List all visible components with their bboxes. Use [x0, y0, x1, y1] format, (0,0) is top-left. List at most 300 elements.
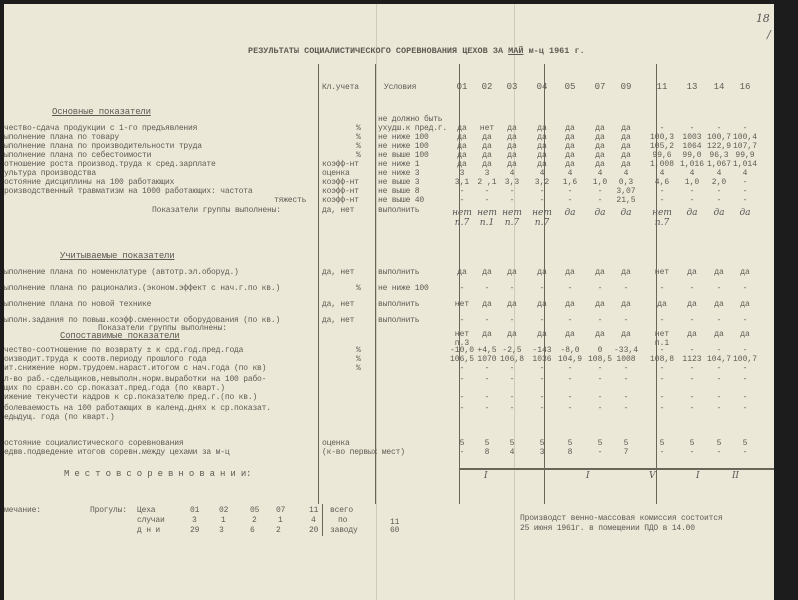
row-value: -	[716, 364, 722, 373]
row-value: да	[621, 133, 631, 142]
row-label: ит.снижение норм.трудоем.нараст.итогом с нач.года (по кв)	[4, 364, 267, 373]
row-value: да	[537, 124, 547, 133]
row-value: -	[742, 404, 748, 413]
shop-header: 13	[686, 82, 698, 92]
row-value: -	[659, 404, 665, 413]
row-value: -	[689, 364, 695, 373]
row-value: -	[567, 196, 573, 205]
row-unit: %	[356, 133, 361, 142]
row-value: 4	[567, 169, 573, 178]
row-value: 96,3	[709, 151, 729, 160]
row-value: да	[482, 300, 492, 309]
row-value: 1,067	[706, 160, 731, 169]
row-value: да	[565, 124, 575, 133]
row-value: -	[567, 316, 573, 325]
row-value: 2 ,1	[477, 178, 497, 187]
row-value: 1003	[682, 133, 702, 142]
row-label: ультура производства	[4, 169, 97, 178]
row-value: -	[659, 284, 665, 293]
row-unit: оценка	[322, 439, 350, 448]
footer-line-2: 25 июня 1961г. в помещении ПДО в 14.00	[520, 524, 695, 533]
row-label: ыполнение плана по товару	[4, 133, 120, 142]
summary-value: нет п.7	[502, 208, 522, 228]
row-value: -	[742, 346, 748, 355]
row-value: -	[567, 404, 573, 413]
summary-value: нет п.7	[652, 208, 672, 228]
row-value: -	[716, 316, 722, 325]
row-value: -	[623, 284, 629, 293]
summary-value: да	[686, 208, 698, 218]
row-unit: %	[356, 355, 361, 364]
counted-summary-value: нет п.1	[654, 330, 670, 348]
row-value: -	[509, 393, 515, 402]
row-value: 4,6	[654, 178, 670, 187]
row-value: 1036	[532, 355, 552, 364]
counted-summary-value: да	[687, 330, 697, 339]
row-value: -	[716, 375, 722, 384]
row-value: -	[459, 404, 465, 413]
row-condition: не ниже 100	[378, 142, 429, 151]
total-days: 60	[390, 526, 400, 535]
note-cases: 2	[252, 516, 257, 525]
row-value: -	[567, 187, 573, 196]
row-value: -	[539, 196, 545, 205]
row-value: -	[597, 375, 603, 384]
row-value: да	[457, 268, 467, 277]
row-label: оизводит.труда к соотв.периоду прошлого года	[4, 355, 207, 364]
row-value: да	[565, 151, 575, 160]
row-label: ижение текучести кадров к ср.показателю пред.г.(по кв.)	[4, 393, 258, 402]
row-unit: коэфф-нт	[322, 187, 359, 196]
row-value: -	[459, 196, 465, 205]
summary-value: нет п.1	[477, 208, 497, 228]
row-value: -	[509, 284, 515, 293]
row-value: -	[539, 284, 545, 293]
row-value: 4	[689, 169, 695, 178]
row-unit: да, нет	[322, 300, 355, 309]
row-value: да	[714, 300, 724, 309]
row-value: 106,8	[499, 355, 524, 364]
row-condition: не выше 3	[378, 178, 420, 187]
row-value: -8,0	[560, 346, 580, 355]
row-label: ыполнение плана по новой технике	[4, 300, 152, 309]
note-days: 20	[309, 526, 319, 535]
counted-summary-value: нет п.3	[454, 330, 470, 348]
row-value: 3	[484, 169, 490, 178]
row-value: 8	[567, 448, 573, 457]
shop-header: 07	[594, 82, 606, 92]
row-value: -	[716, 404, 722, 413]
row-label: едвв.подведение итогов соревн.между цехами за м-ц	[4, 448, 230, 457]
section-counted-summary: Показатели группы выполнены:	[98, 324, 227, 333]
row-value: 4	[597, 169, 603, 178]
row-label: чество-сдача продукции с 1-го предъявления	[4, 124, 198, 133]
row-value: да	[621, 300, 631, 309]
row-value: да	[537, 142, 547, 151]
row-value: -10,0	[449, 346, 474, 355]
row-value: 3,1	[454, 178, 470, 187]
row-value: 0	[597, 346, 603, 355]
row-value: 5	[659, 439, 665, 448]
shop-header: 02	[481, 82, 493, 92]
row-value: да	[507, 160, 517, 169]
row-value: -	[623, 364, 629, 373]
row-unit: да, нет	[322, 316, 355, 325]
row-value: 108,5	[587, 355, 612, 364]
row-value: -	[659, 448, 665, 457]
row-value: -	[567, 375, 573, 384]
shop-header: 09	[620, 82, 632, 92]
counted-summary-value: да	[740, 330, 750, 339]
row-value: да	[507, 151, 517, 160]
row-condition: не должно быть ухудш.к пред.г.	[378, 115, 448, 133]
row-value: 105,2	[649, 142, 674, 151]
place-mark: II	[732, 471, 739, 481]
row-value: -	[597, 187, 603, 196]
row-unit: %	[356, 151, 361, 160]
row-value: да	[595, 151, 605, 160]
row-value: -	[742, 284, 748, 293]
row-value: -	[659, 393, 665, 402]
row-value: нет	[479, 124, 495, 133]
note-days: 6	[250, 526, 255, 535]
footer-line-1: Производст веннo-массовая комиссия состоится	[520, 514, 723, 523]
row-value: -	[742, 375, 748, 384]
row-value: -	[659, 196, 665, 205]
row-value: 0,3	[618, 178, 634, 187]
row-value: -	[484, 316, 490, 325]
row-value: -	[459, 375, 465, 384]
row-value: да	[595, 300, 605, 309]
summary-value: да	[739, 208, 751, 218]
row-value: -	[484, 284, 490, 293]
note-row-cases: случаи	[137, 516, 165, 525]
row-value: -	[484, 393, 490, 402]
note-cases: 1	[221, 516, 226, 525]
title-suffix: м-ц 1961 г.	[523, 46, 585, 56]
row-value: да	[687, 300, 697, 309]
row-value: -	[459, 284, 465, 293]
row-value: 1123	[682, 355, 702, 364]
row-value: -	[459, 393, 465, 402]
row-value: -	[742, 364, 748, 373]
row-unit: коэфф-нт	[322, 178, 359, 187]
row-value: -	[659, 124, 665, 133]
row-label: ыполнение плана по себестоимости	[4, 151, 152, 160]
summary-value: нет п.7	[532, 208, 552, 228]
row-unit: да, нет	[322, 268, 355, 277]
row-value: -	[659, 375, 665, 384]
row-value: да	[657, 300, 667, 309]
row-unit: коэфф-нт	[322, 160, 359, 169]
row-value: да	[482, 133, 492, 142]
counted-summary-value: да	[621, 330, 631, 339]
place-mark: V	[649, 471, 656, 481]
row-value: -	[689, 187, 695, 196]
row-value: -	[689, 196, 695, 205]
row-value: -	[539, 364, 545, 373]
section-compared: Сопоставимые показатели	[60, 331, 180, 341]
row-value: 99,6	[652, 151, 672, 160]
row-value: 5	[742, 439, 748, 448]
row-value: -	[484, 364, 490, 373]
row-value: 1,008	[649, 160, 674, 169]
row-value: -	[484, 196, 490, 205]
row-value: да	[507, 142, 517, 151]
row-label-cont: едыдущ. года (по кварт.)	[4, 413, 115, 422]
total-cases: 11	[390, 518, 400, 527]
row-condition: не выше 40	[378, 196, 425, 205]
row-value: 100,7	[706, 133, 731, 142]
counted-summary-value: да	[482, 330, 492, 339]
row-unit: %	[356, 346, 361, 355]
row-condition: выполнить	[378, 316, 420, 325]
row-value: -	[484, 404, 490, 413]
row-value: 5	[597, 439, 603, 448]
summary-rule	[459, 468, 774, 470]
row-value: 5	[567, 439, 573, 448]
row-value: 4	[509, 448, 515, 457]
summary-value: да	[594, 208, 606, 218]
row-value: да	[537, 268, 547, 277]
row-value: -	[597, 393, 603, 402]
row-value: 1,0	[684, 178, 700, 187]
row-value: 99,0	[682, 151, 702, 160]
row-label: болеваемость на 100 работающих в календ.днях к ср.показат.	[4, 404, 271, 413]
row-value: 21,5	[616, 196, 636, 205]
row-value: -	[597, 196, 603, 205]
row-value: 7	[623, 448, 629, 457]
row-value: -	[597, 448, 603, 457]
section-main-summary: Показатели группы выполнены:	[152, 206, 281, 215]
row-value: да	[595, 133, 605, 142]
row-value: -	[689, 284, 695, 293]
total-label-1: всего	[330, 506, 354, 515]
counted-summary-value: да	[714, 330, 724, 339]
row-value: 104,7	[706, 355, 731, 364]
row-value: да	[740, 268, 750, 277]
row-label: роизводственный травматизм на 1000 работающих: частота	[4, 187, 253, 196]
row-unit: коэфф-нт	[322, 196, 359, 205]
row-value: 4	[623, 169, 629, 178]
row-value: 4	[659, 169, 665, 178]
row-label: ыполнение плана по рационализ.(эконом.эффект с нач.г.по кв.)	[4, 284, 281, 293]
row-value: 107,7	[732, 142, 757, 151]
row-value: -	[539, 404, 545, 413]
row-value: 4	[539, 169, 545, 178]
row-value: да	[595, 160, 605, 169]
row-value: -	[509, 316, 515, 325]
row-value: да	[595, 142, 605, 151]
row-value: 1070	[477, 355, 497, 364]
row-label: отношение роста производ.труда к сред.зарплате	[4, 160, 216, 169]
row-value: -	[509, 404, 515, 413]
row-label: остояние социалистического соревнования	[4, 439, 184, 448]
row-value: -	[689, 375, 695, 384]
total-label-2: по	[338, 516, 348, 525]
row-value: 3,2	[534, 178, 550, 187]
note-cases: 3	[192, 516, 197, 525]
shop-header: 04	[536, 82, 548, 92]
row-value: 1,016	[679, 160, 704, 169]
row-value: -	[459, 187, 465, 196]
row-unit: %	[356, 364, 361, 373]
conditions-header: Условия	[384, 83, 417, 92]
row-value: -	[716, 196, 722, 205]
row-label: ыполнение плана по производительности труда	[4, 142, 202, 151]
row-value: 108,8	[649, 355, 674, 364]
row-value: -	[742, 124, 748, 133]
row-value: +4,5	[477, 346, 497, 355]
row-value: -	[716, 187, 722, 196]
row-value: -	[539, 393, 545, 402]
row-value: 4	[742, 169, 748, 178]
row-value: 4	[716, 169, 722, 178]
title-prefix: РЕЗУЛЬТАТЫ СОЦИАЛИСТИЧЕСКОГО СОРЕВНОВАНИЯ ЦЕХОВ ЗА	[248, 46, 509, 56]
shop-header: 11	[656, 82, 668, 92]
row-unit: (к-во первых мест)	[322, 448, 405, 457]
row-value: да	[537, 133, 547, 142]
row-value: -	[716, 393, 722, 402]
row-value: 100,7	[732, 355, 757, 364]
note-row-days: д н и	[137, 526, 161, 535]
row-value: да	[565, 300, 575, 309]
row-label: л-во раб.-сдельщиков,невыполн.норм.выработки на 100 рабо-	[4, 375, 267, 384]
shop-header: 01	[456, 82, 468, 92]
row-value: да	[507, 268, 517, 277]
title-month: МАЙ	[508, 46, 524, 56]
row-value: 1,6	[562, 178, 578, 187]
row-condition: выполнить	[378, 300, 420, 309]
row-value: 3,07	[616, 187, 636, 196]
row-value: 5	[484, 439, 490, 448]
note-days: 3	[219, 526, 224, 535]
row-value: -	[716, 124, 722, 133]
row-value: -	[689, 448, 695, 457]
row-condition: не выше 100	[378, 151, 429, 160]
row-value: да	[537, 151, 547, 160]
counted-summary-value: да	[595, 330, 605, 339]
row-value: -	[567, 364, 573, 373]
row-value: 5	[509, 439, 515, 448]
section-main: Основные показатели	[52, 107, 151, 117]
row-condition: не ниже 100	[378, 133, 429, 142]
counted-summary-value: да	[507, 330, 517, 339]
row-label-cont: щих по сравн.со ср.показат.пред.года (по кварт.)	[4, 384, 225, 393]
row-value: -	[659, 316, 665, 325]
row-value: нет	[654, 268, 670, 277]
row-value: -	[742, 187, 748, 196]
row-value: да	[457, 124, 467, 133]
row-condition: не ниже 1	[378, 160, 420, 169]
row-value: -	[659, 346, 665, 355]
shop-header: 14	[713, 82, 725, 92]
row-value: 5	[623, 439, 629, 448]
place-mark: I	[696, 471, 700, 481]
row-value: 2,0	[711, 178, 727, 187]
row-value: -	[742, 196, 748, 205]
row-value: 1064	[682, 142, 702, 151]
row-value: -	[597, 316, 603, 325]
row-value: -	[509, 196, 515, 205]
row-value: да	[621, 268, 631, 277]
row-value: -	[742, 316, 748, 325]
row-value: да	[537, 300, 547, 309]
row-value: 1008	[616, 355, 636, 364]
row-unit: %	[356, 142, 361, 151]
row-value: да	[621, 124, 631, 133]
row-value: 104,9	[557, 355, 582, 364]
summary-value: да	[564, 208, 576, 218]
section-counted: Учитываемые показатели	[60, 251, 175, 261]
unit-header: Кл.учета	[322, 83, 359, 92]
row-value: -	[539, 187, 545, 196]
row-value: 99,9	[735, 151, 755, 160]
row-label: ыполн.задания по повыш.коэфф.сменности оборудования (по кв.)	[4, 316, 281, 325]
row-value: да	[621, 151, 631, 160]
row-value: да	[565, 268, 575, 277]
row-value: да	[714, 268, 724, 277]
row-value: 100,4	[732, 133, 757, 142]
row-value: -	[539, 375, 545, 384]
row-value: -2,5	[502, 346, 522, 355]
row-value: -33,4	[613, 346, 638, 355]
row-value: да	[537, 160, 547, 169]
row-value: да	[507, 133, 517, 142]
row-value: -	[509, 375, 515, 384]
row-value: 5	[716, 439, 722, 448]
row-value: -	[742, 448, 748, 457]
document-title	[248, 47, 585, 56]
note-row-shops: Цеха	[137, 506, 156, 515]
note-days: 29	[190, 526, 200, 535]
row-value: -	[689, 404, 695, 413]
place-mark: I	[484, 471, 488, 481]
row-value: да	[595, 124, 605, 133]
row-value: -	[689, 316, 695, 325]
row-value: да	[595, 268, 605, 277]
row-value: да	[482, 268, 492, 277]
note-divider	[322, 504, 323, 536]
row-value: да	[482, 151, 492, 160]
row-label: ыполнение плана по номенклатуре (автотр.эл.оборуд.)	[4, 268, 239, 277]
rule	[318, 64, 319, 504]
row-value: -	[459, 448, 465, 457]
note-shop: 07	[276, 506, 286, 515]
row-value: -	[623, 375, 629, 384]
row-value: да	[482, 160, 492, 169]
row-unit: %	[356, 124, 361, 133]
row-value: -	[742, 393, 748, 402]
row-value: -	[484, 187, 490, 196]
note-shop: 02	[219, 506, 229, 515]
counted-summary-value: да	[537, 330, 547, 339]
row-value: да	[621, 142, 631, 151]
shop-header: 05	[564, 82, 576, 92]
summary-condition: выполнить	[378, 206, 420, 215]
row-value: да	[621, 160, 631, 169]
row-value: 1,014	[732, 160, 757, 169]
page-number: 18	[756, 12, 770, 25]
row-value: -	[567, 393, 573, 402]
row-value: -	[716, 346, 722, 355]
row-value: 100,3	[649, 133, 674, 142]
note-cases: 1	[278, 516, 283, 525]
row-value: да	[565, 133, 575, 142]
row-value: 1,0	[592, 178, 608, 187]
note-days: 2	[276, 526, 281, 535]
row-condition: не ниже 100	[378, 284, 429, 293]
